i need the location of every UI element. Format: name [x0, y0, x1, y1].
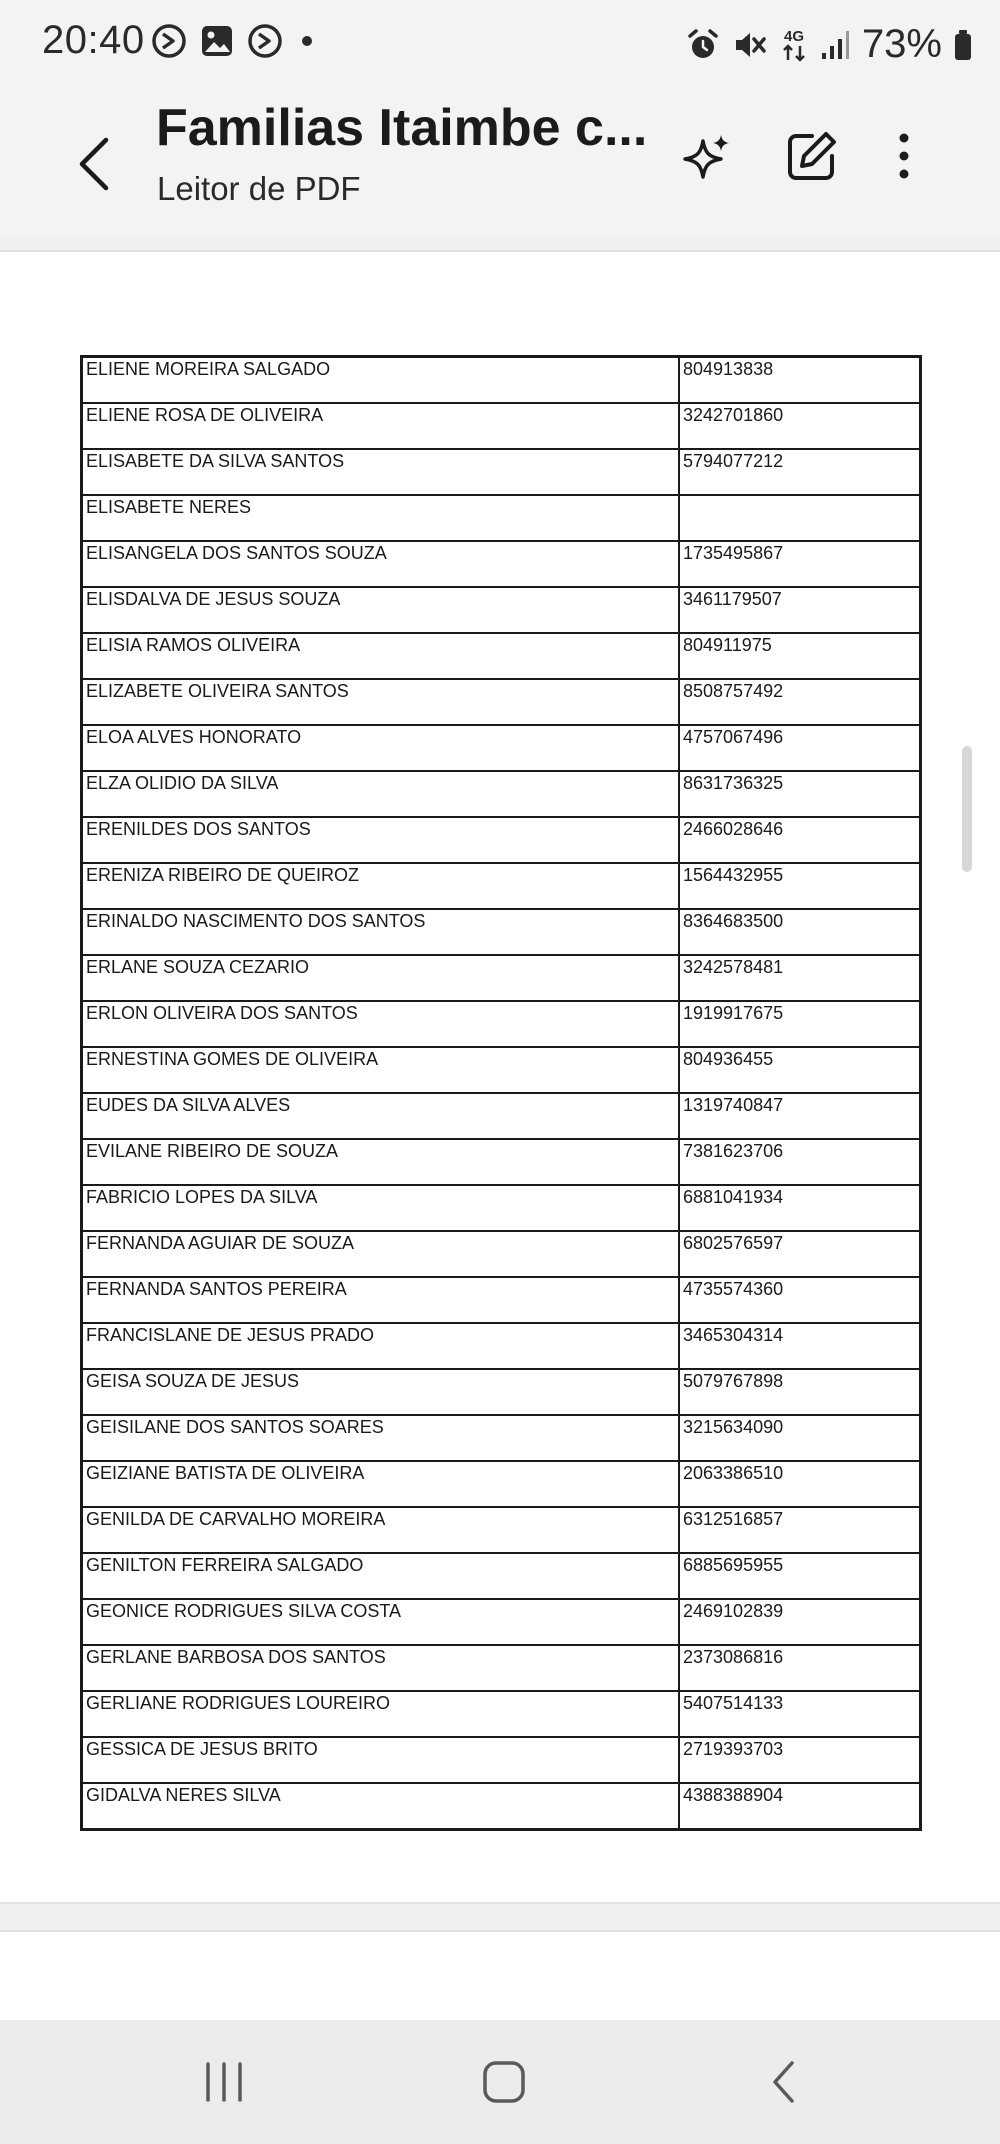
edit-button[interactable] [780, 124, 844, 188]
row-number: 2466028646 [679, 817, 921, 863]
table-row [82, 1093, 921, 1139]
network-type: 4G [783, 27, 804, 45]
row-number: 1319740847 [679, 1093, 921, 1139]
row-number: 3465304314 [679, 1323, 921, 1369]
app-subtitle: Leitor de PDF [157, 170, 361, 207]
ai-sparkle-icon [683, 131, 733, 181]
more-notifications-dot [302, 36, 312, 46]
table-row [82, 541, 921, 587]
table-row [82, 449, 921, 495]
row-name: EVILANE RIBEIRO DE SOUZA [82, 1139, 680, 1185]
whatsapp-icon [246, 22, 284, 60]
row-name: ERNESTINA GOMES DE OLIVEIRA [82, 1047, 680, 1093]
table-row [82, 817, 921, 863]
table-row [82, 633, 921, 679]
table-row [82, 909, 921, 955]
table-row [82, 357, 921, 404]
table-row [82, 587, 921, 633]
row-number: 5407514133 [679, 1691, 921, 1737]
row-number: 6881041934 [679, 1185, 921, 1231]
row-number: 4388388904 [679, 1783, 921, 1830]
row-number: 1735495867 [679, 541, 921, 587]
row-number: 3215634090 [679, 1415, 921, 1461]
app-bar [0, 88, 1000, 236]
row-number: 3242578481 [679, 955, 921, 1001]
nav-back-button[interactable] [744, 2050, 824, 2114]
whatsapp-icon [150, 22, 188, 60]
document-title: Familias Itaimbe c... [156, 99, 648, 157]
table-row [82, 1783, 921, 1830]
row-number: 4735574360 [679, 1277, 921, 1323]
pdf-viewer[interactable] [0, 236, 1000, 2020]
navigation-bar [0, 2020, 1000, 2144]
network-icon [780, 26, 808, 64]
row-name: FRANCISLANE DE JESUS PRADO [82, 1323, 680, 1369]
alarm-icon [686, 26, 720, 64]
row-name: ERINALDO NASCIMENTO DOS SANTOS [82, 909, 680, 955]
table-row [82, 1001, 921, 1047]
edit-icon [786, 130, 838, 182]
table-row [82, 679, 921, 725]
back-button[interactable] [66, 124, 122, 204]
status-time: 20:40 [42, 18, 145, 62]
battery-icon [954, 26, 972, 64]
battery-percent: 73% [861, 22, 942, 66]
row-number: 2373086816 [679, 1645, 921, 1691]
row-number: 7381623706 [679, 1139, 921, 1185]
row-number: 804936455 [679, 1047, 921, 1093]
table-row [82, 495, 921, 541]
back-icon [770, 2060, 798, 2104]
row-name: GESSICA DE JESUS BRITO [82, 1737, 680, 1783]
table-row [82, 1185, 921, 1231]
page-separator [0, 1902, 1000, 1932]
row-name: ELISANGELA DOS SANTOS SOUZA [82, 541, 680, 587]
notification-icons [150, 22, 312, 60]
row-name: ELISDALVA DE JESUS SOUZA [82, 587, 680, 633]
row-number: 6312516857 [679, 1507, 921, 1553]
mute-icon [732, 26, 768, 64]
row-name: ERLANE SOUZA CEZARIO [82, 955, 680, 1001]
row-number: 6885695955 [679, 1553, 921, 1599]
scrollbar-thumb[interactable] [962, 746, 972, 872]
row-name: GIDALVA NERES SILVA [82, 1783, 680, 1830]
table-row [82, 1507, 921, 1553]
table-row [82, 1461, 921, 1507]
table-row [82, 771, 921, 817]
row-name: GERLIANE RODRIGUES LOUREIRO [82, 1691, 680, 1737]
row-number: 3461179507 [679, 587, 921, 633]
row-name: GEISA SOUZA DE JESUS [82, 1369, 680, 1415]
home-icon [482, 2060, 526, 2104]
row-name: GEIZIANE BATISTA DE OLIVEIRA [82, 1461, 680, 1507]
gallery-icon [198, 22, 236, 60]
recent-apps-icon [202, 2062, 246, 2102]
row-number: 5079767898 [679, 1369, 921, 1415]
signal-icon [820, 26, 850, 64]
row-name: ELIENE ROSA DE OLIVEIRA [82, 403, 680, 449]
table-row [82, 1553, 921, 1599]
table-row [82, 1323, 921, 1369]
row-number: 2063386510 [679, 1461, 921, 1507]
table-row [82, 403, 921, 449]
ai-assist-button[interactable] [676, 124, 740, 188]
row-name: FERNANDA SANTOS PEREIRA [82, 1277, 680, 1323]
row-name: GEISILANE DOS SANTOS SOARES [82, 1415, 680, 1461]
row-number: 4757067496 [679, 725, 921, 771]
row-name: GERLANE BARBOSA DOS SANTOS [82, 1645, 680, 1691]
row-name: EUDES DA SILVA ALVES [82, 1093, 680, 1139]
table-row [82, 1369, 921, 1415]
row-number: 5794077212 [679, 449, 921, 495]
more-options-button[interactable] [880, 124, 928, 188]
table-row [82, 1415, 921, 1461]
row-number [679, 495, 921, 541]
row-number: 804913838 [679, 357, 921, 404]
row-name: ELISIA RAMOS OLIVEIRA [82, 633, 680, 679]
row-number: 1564432955 [679, 863, 921, 909]
row-number: 6802576597 [679, 1231, 921, 1277]
recent-apps-button[interactable] [184, 2050, 264, 2114]
row-number: 2469102839 [679, 1599, 921, 1645]
row-name: GEONICE RODRIGUES SILVA COSTA [82, 1599, 680, 1645]
row-number: 8631736325 [679, 771, 921, 817]
table-row [82, 1277, 921, 1323]
status-bar [0, 0, 1000, 88]
back-arrow-icon [76, 136, 112, 192]
table-row [82, 955, 921, 1001]
row-number: 1919917675 [679, 1001, 921, 1047]
home-button[interactable] [464, 2050, 544, 2114]
row-number: 8364683500 [679, 909, 921, 955]
row-number: 3242701860 [679, 403, 921, 449]
table-row [82, 725, 921, 771]
table-row [82, 863, 921, 909]
table-row [82, 1645, 921, 1691]
row-name: ERENILDES DOS SANTOS [82, 817, 680, 863]
row-name: ELISABETE DA SILVA SANTOS [82, 449, 680, 495]
row-name: ELOA ALVES HONORATO [82, 725, 680, 771]
row-name: ELZA OLIDIO DA SILVA [82, 771, 680, 817]
table-row [82, 1737, 921, 1783]
row-number: 8508757492 [679, 679, 921, 725]
system-icons [686, 22, 972, 67]
table-row [82, 1047, 921, 1093]
row-name: FABRICIO LOPES DA SILVA [82, 1185, 680, 1231]
row-number: 2719393703 [679, 1737, 921, 1783]
row-name: ERLON OLIVEIRA DOS SANTOS [82, 1001, 680, 1047]
row-name: ERENIZA RIBEIRO DE QUEIROZ [82, 863, 680, 909]
row-name: GENILDA DE CARVALHO MOREIRA [82, 1507, 680, 1553]
row-name: ELIENE MOREIRA SALGADO [82, 357, 680, 404]
row-name: ELIZABETE OLIVEIRA SANTOS [82, 679, 680, 725]
row-name: FERNANDA AGUIAR DE SOUZA [82, 1231, 680, 1277]
more-vertical-icon [898, 132, 910, 180]
row-name: GENILTON FERREIRA SALGADO [82, 1553, 680, 1599]
row-number: 804911975 [679, 633, 921, 679]
table-row [82, 1599, 921, 1645]
table-row [82, 1139, 921, 1185]
page-separator [0, 236, 1000, 252]
row-name: ELISABETE NERES [82, 495, 680, 541]
table-row [82, 1231, 921, 1277]
document-table [80, 355, 922, 1831]
table-row [82, 1691, 921, 1737]
